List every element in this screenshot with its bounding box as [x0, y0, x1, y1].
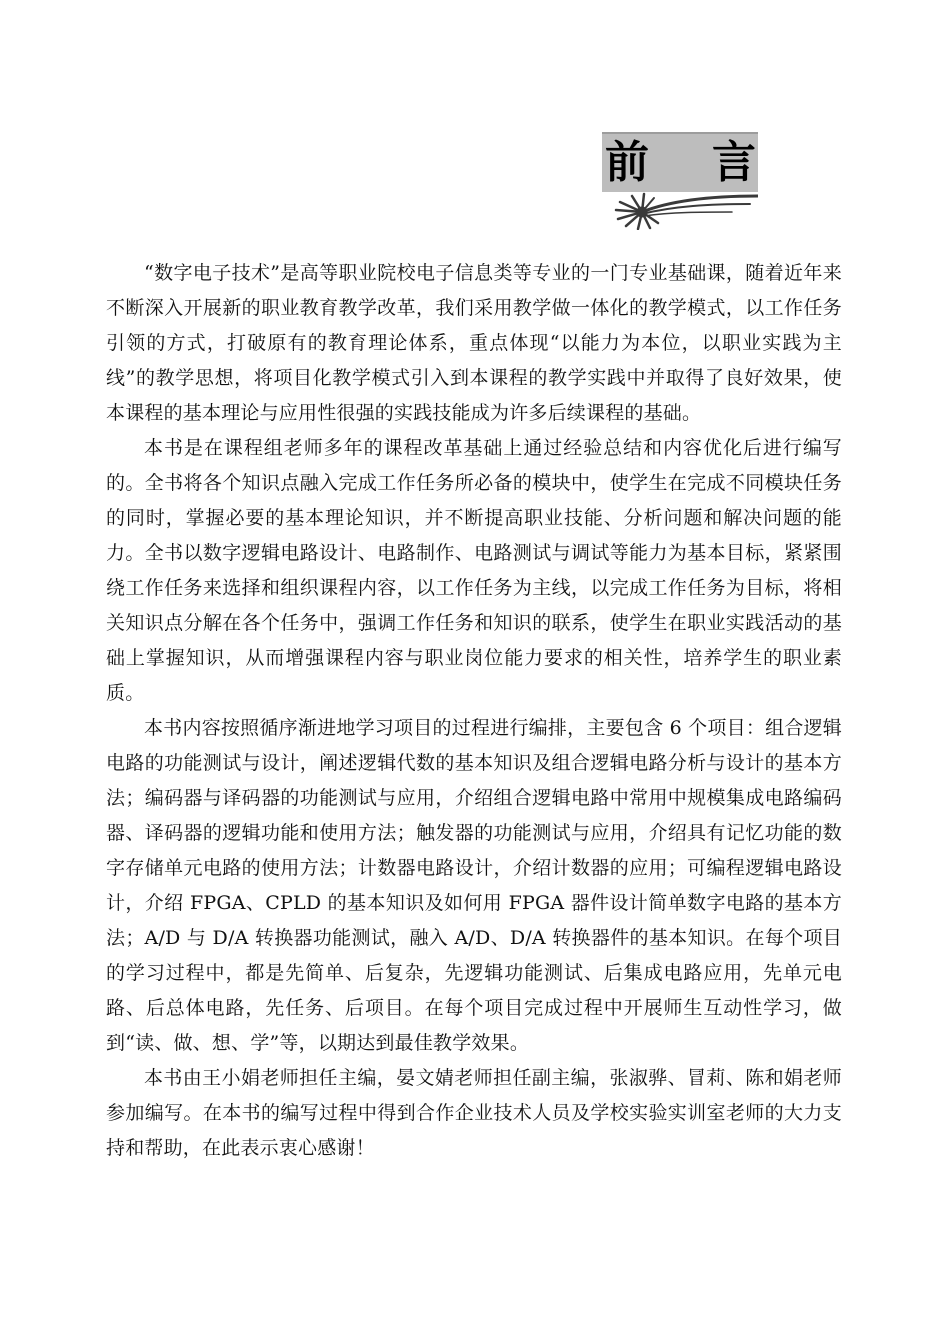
paragraph-2: 本书是在课程组老师多年的课程改革基础上通过经验总结和内容优化后进行编写的。全书将各个知识点融入完成工作任务所必备的模块中，使学生在完成不同模块任务的同时，掌握必要的基本理论知识，并不断提高职业技能、分析问题和解决问题的能力。全书以数字逻辑电路设计、电路制作、电路测试与调试等能力为基本目标，紧紧围绕工作任务来选择和组织课程内容，以工作任务为主线，以完成工作任务为目标，将相关知识点分解在各个任务中，强调工作任务和知识的联系，使学生在职业实践活动的基础上掌握知识，从而增强课程内容与职业岗位能力要求的相关性，培养学生的职业素质。	[106, 437, 842, 704]
preface-body	[106, 256, 842, 1166]
heading-char-yan: 言	[712, 137, 756, 188]
preface-heading	[602, 132, 758, 192]
paragraph-4: 本书由王小娟老师担任主编，晏文婧老师担任副主编，张淑骅、冒莉、陈和娟老师参加编写。在本书的编写过程中得到合作企业技术人员及学校实验实训室老师的大力支持和帮助，在此表示衷心感谢！	[106, 1067, 842, 1159]
paragraph-3: 本书内容按照循序渐进地学习项目的过程进行编排，主要包含 6 个项目：组合逻辑电路的功能测试与设计，阐述逻辑代数的基本知识及组合逻辑电路分析与设计的基本方法；编码器与译码器的功能测试与应用，介绍组合逻辑电路中常用中规模集成电路编码器、译码器的逻辑功能和使用方法；触发器的功能测试与应用，介绍具有记忆功能的数字存储单元电路的使用方法；计数器电路设计，介绍计数器的应用；可编程逻辑电路设计，介绍 FPGA、CPLD 的基本知识及如何用 FPGA 器件设计简单数字电路的基本方法；A/D 与 D/A 转换器功能测试，融入 A/D、D/A 转换器件的基本知识。在每个项目的学习过程中，都是先简单、后复杂，先逻辑功能测试、后集成电路应用，先单元电路、后总体电路，先任务、后项目。在每个项目完成过程中开展师生互动性学习，做到“读、做、想、学”等，以期达到最佳教学效果。	[106, 717, 842, 1054]
paragraph-1: “数字电子技术”是高等职业院校电子信息类等专业的一门专业基础课，随着近年来不断深入开展新的职业教育教学改革，我们采用教学做一体化的教学模式，以工作任务引领的方式，打破原有的教育理论体系，重点体现“以能力为本位，以职业实践为主线”的教学思想，将项目化教学模式引入到本课程的教学实践中并取得了良好效果，使本课程的基本理论与应用性很强的实践技能成为许多后续课程的基础。	[106, 262, 842, 424]
chrysanthemum-ornament-icon	[612, 190, 758, 230]
heading-char-qian: 前	[605, 137, 649, 188]
